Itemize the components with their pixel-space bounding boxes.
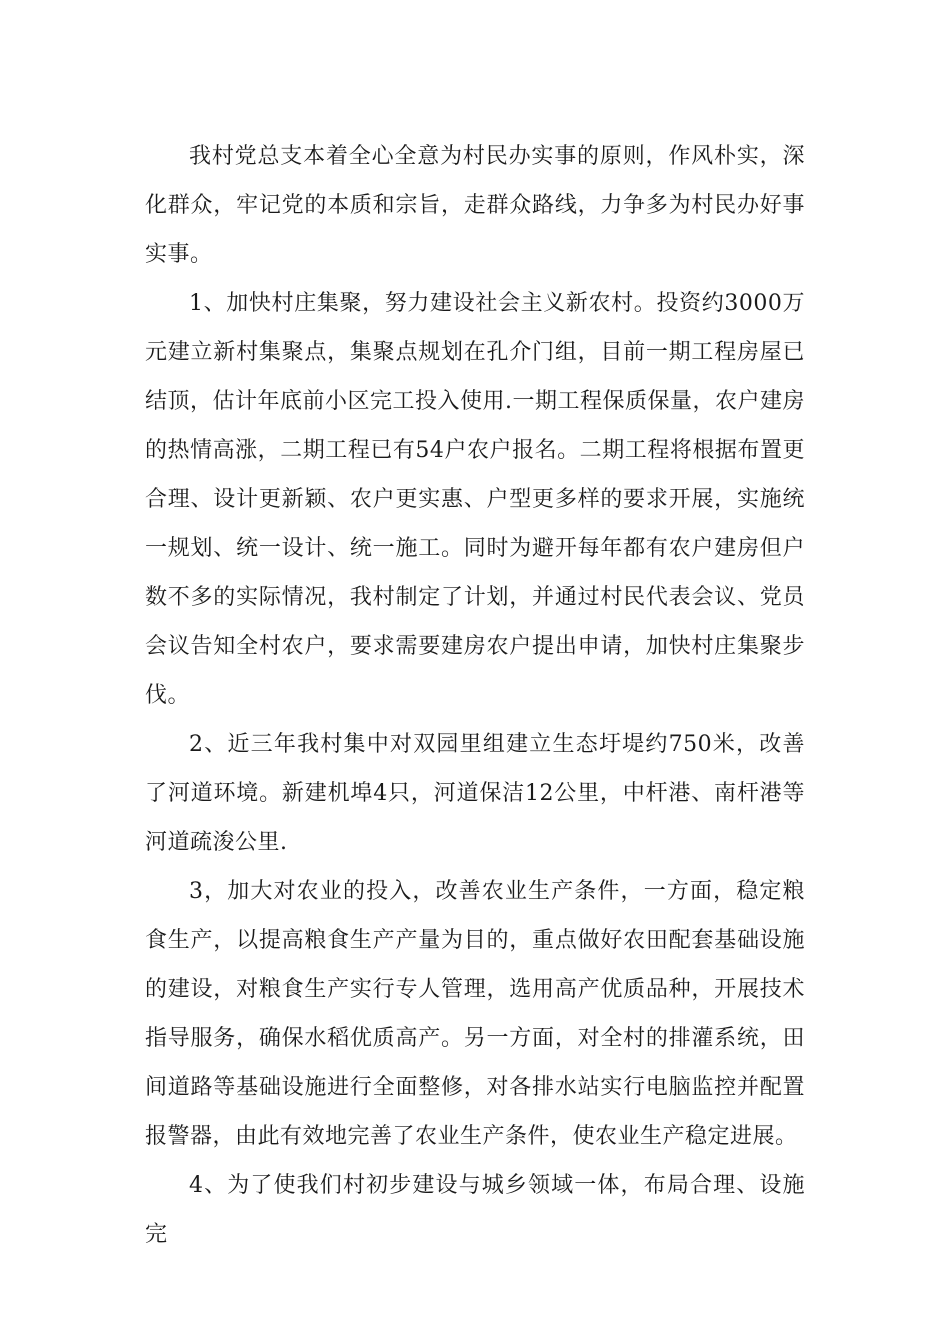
paragraph-intro: 我村党总支本着全心全意为村民办实事的原则，作风朴实，深化群众，牢记党的本质和宗旨，走群众路线，力争多为村民办好事实事。 [145,144,805,267]
paragraph-item-3: 3，加大对农业的投入，改善农业生产条件，一方面，稳定粮食生产，以提高粮食生产产量为目的，重点做好农田配套基础设施的建设，对粮食生产实行专人管理，选用高产优质品种，开展技术指导服务，确保水稻优质高产。另一方面，对全村的排灌系统，田间道路等基础设施进行全面整修，对各排水站实行电脑监控并配置报警器，由此有效地完善了农业生产条件，使农业生产稳定进展。 [145,879,805,1149]
paragraph-item-1: 1、加快村庄集聚，努力建设社会主义新农村。投资约3000万元建立新村集聚点，集聚点规划在孔介门组，目前一期工程房屋已结顶，估计年底前小区完工投入使用.一期工程保质保量，农户建房的热情高涨，二期工程已有54户农户报名。二期工程将根据布置更合理、设计更新颖、农户更实惠、户型更多样的要求开展，实施统一规划、统一设计、统一施工。同时为避开每年都有农户建房但户数不多的实际情况，我村制定了计划，并通过村民代表会议、党员会议告知全村农户，要求需要建房农户提出申请，加快村庄集聚步伐。 [145,291,805,708]
paragraph-item-4: 4、为了使我们村初步建设与城乡领域一体，布局合理、设施完 [145,1173,805,1247]
paragraph-item-2: 2、近三年我村集中对双园里组建立生态圩堤约750米，改善了河道环境。新建机埠4只，河道保洁12公里，中杆港、南杆港等河道疏浚公里. [145,732,805,855]
document-body [145,132,805,1259]
